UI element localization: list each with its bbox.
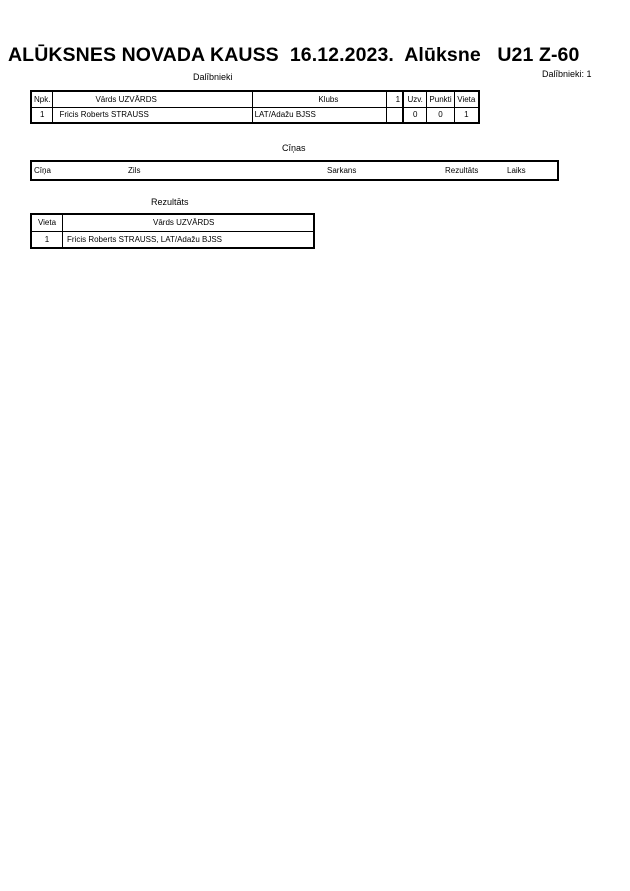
participants-header-row <box>31 91 479 107</box>
cell-round-1 <box>387 107 403 123</box>
cell-results-name: Fricis Roberts STRAUSS, LAT/Adažu BJSS <box>63 231 315 248</box>
header-red: Sarkans <box>327 166 357 175</box>
header-time: Laiks <box>507 166 526 175</box>
table-row <box>31 231 314 248</box>
fights-section-title: Cīņas <box>282 143 306 153</box>
header-results-name: Vārds UZVĀRDS <box>63 214 315 231</box>
fights-header-row <box>31 161 558 180</box>
participants-table <box>30 90 480 124</box>
participants-section-title: Dalībnieki <box>193 72 233 82</box>
cell-name: Fricis Roberts STRAUSS <box>53 107 252 123</box>
header-name: Vārds UZVĀRDS <box>53 91 252 107</box>
header-place: Vieta <box>454 91 479 107</box>
header-npk: Npk. <box>31 91 53 107</box>
header-club: Klubs <box>252 91 387 107</box>
results-table <box>30 213 315 249</box>
cell-points: 0 <box>427 107 454 123</box>
cell-wins: 0 <box>403 107 427 123</box>
table-row <box>31 107 479 123</box>
header-blue: Zils <box>128 166 141 175</box>
header-fight: Cīņa <box>34 166 51 175</box>
fights-table <box>30 160 559 181</box>
header-result: Rezultāts <box>445 166 479 175</box>
header-points: Punkti <box>427 91 454 107</box>
page-title: ALŪKSNES NOVADA KAUSS 16.12.2023. Alūksne U21 Z-60 <box>8 44 580 66</box>
header-results-place: Vieta <box>31 214 63 231</box>
cell-results-place: 1 <box>31 231 63 248</box>
cell-place: 1 <box>454 107 479 123</box>
cell-club: LAT/Adažu BJSS <box>252 107 387 123</box>
results-section-title: Rezultāts <box>151 197 189 207</box>
header-wins: Uzv. <box>403 91 427 107</box>
participants-count: Dalībnieki: 1 <box>542 69 592 79</box>
cell-npk: 1 <box>31 107 53 123</box>
header-round-1: 1 <box>387 91 403 107</box>
results-header-row <box>31 214 314 231</box>
